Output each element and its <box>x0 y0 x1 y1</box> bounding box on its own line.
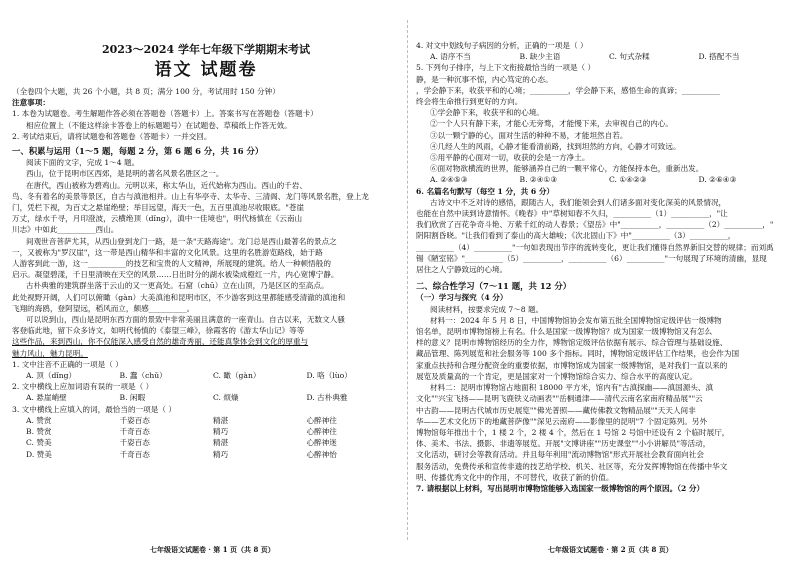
option-row <box>26 415 400 426</box>
question-1: 1. 文中注音不正确的一项是（ ） <box>12 359 123 369</box>
question-2-options <box>12 392 400 403</box>
material-line: 文化活动，研讨会等教育活动。并且每年利用"流动博物馆"形式开展社会教育面向社会 <box>416 450 704 460</box>
option: A. 悬崖峭壁 <box>26 393 67 403</box>
page-footer-2: 七年级语文试题卷 · 第 2 页（共 8 页） <box>548 545 673 554</box>
passage-line: 川志》中如此__________西山。 <box>12 225 119 235</box>
question-5-options <box>416 174 788 185</box>
passage-line: 间观世音菩萨尤其，从西山登到龙门一路，是一条"天路海途"。龙门总是西山最著名的景点之 <box>26 236 337 246</box>
passage-line: 西山，位于昆明市区西郊，是昆明的著名风景名胜区之一。 <box>26 169 224 179</box>
question-3-options <box>12 415 400 460</box>
material-line: 中古韵——昆明古代城市历史展览""佛光普照——藏传佛教文物精品展""天天人间非 <box>416 405 696 415</box>
passage-line: 飞翔的海鸥，登阿望远，稻风而立，颇感__________。 <box>12 303 195 313</box>
option: B. 蠢（chǔ） <box>119 371 167 381</box>
paper-title: 语文 试题卷 <box>154 60 258 80</box>
q5-line: 终会将生命推行到更好的方向。 <box>416 97 523 107</box>
option-cell: 心醉神往 <box>306 427 337 437</box>
material-line: 华——艺术文化历下的地藏菩萨像""深见云南府——影像里的昆明"7 个固定陈列。另外 <box>416 416 708 426</box>
q5-line: ⑤用平静的心面对一切，收获的会是一方净土。 <box>430 153 590 163</box>
option: C. 句式杂糅 <box>609 52 650 62</box>
question-1-options <box>12 370 400 381</box>
question-5-body <box>416 74 788 175</box>
option: A. 顶（dǐng） <box>26 371 77 381</box>
option: D. 咯（lùo） <box>306 371 352 381</box>
material-line: 家重点扶持和合理分配资金的重要依据，市博物馆成为国家一级博物馆，是对我们一直以来的 <box>416 360 728 370</box>
q5-line: ，学会静下来，收获平和的心境；__________，学会静下来，感悟生命的真谛；__________ <box>416 85 720 95</box>
page-footer-1: 七年级语文试题卷 · 第 1 页（共 8 页） <box>150 545 275 554</box>
option-cell: 千姿百态 <box>119 415 150 425</box>
question-4-options <box>416 51 788 62</box>
option-row <box>26 449 400 460</box>
section-1-heading: 一、积累与运用（1～5 题，每题 2 分，第 6 题 6 分，共 16 分） <box>12 146 264 157</box>
q5-line: ①学会静下来，收获平和的心境。 <box>430 108 544 118</box>
q6-line: 锡《陋室铭》"__________（5）__________，__________（6）__________"一句展现了环境的清幽，显现 <box>416 253 767 263</box>
option: C. 瞰（gàn） <box>213 371 261 381</box>
material-line: 体、美术、书法、摄影、非遗等展览。开展"文博讲座""历史课堂""小小讲解员"等活动， <box>416 439 711 449</box>
q5-line: 静，是一种沉事不惊，内心笃定的心态。 <box>416 74 553 84</box>
option-cell: 精巧 <box>213 427 229 437</box>
q6-line: 我们欣赏了百花争奇斗艳、万紫千红的动人春景；《望岳》中"__________，__________（2）__________，" <box>416 220 774 230</box>
right-page <box>416 6 788 494</box>
material-line: 博物馆每年推出十个，1 楼 2 个，2 楼 4 个，然后在 1 号馆 2 号馆中还设有 2 个临时展厅， <box>416 427 730 437</box>
option-cell: 心醉神迷 <box>306 438 337 448</box>
exam-intro: （全卷四个大题，共 26 个小题，共 8 页；满分 100 分，考试用时 150 分钟） <box>12 87 280 96</box>
passage-line: 门，凭栏下视，为百丈之悬崖绝壁；举目远望，海天一色，五百里滇池尽收眼底。"苍崖 <box>12 203 305 213</box>
passage-line: 可以说到山，西山是昆明东西方面的景致中非常美丽且满意的一座青山。自古以来，无数文人骚 <box>26 315 345 325</box>
q6-line: 古诗文中不乏对诗的感悟，跟随古人，我们能领会到人们诸多面对变化深美的风景情况， <box>430 197 727 207</box>
option: A. 语序不当 <box>430 52 471 62</box>
passage-line: 鸟、冬有着名的美景等景区，自古与滇池相并。山上有华亭寺、太华寺、三清阁、龙门等风景名胜，登上龙 <box>12 191 369 201</box>
passage-line: 此处视野开阔，人们可以俯瞰（gàn）大美滇池和昆明市区，不少游客到这里都能感受清澈的滇池和 <box>12 292 346 302</box>
q6-line: 居住之人宁静致远的心境。 <box>416 265 508 275</box>
material-line: 馆名单，昆明市博物馆榜上有名。什么是国家一级博物馆？成为国家一级博物馆又有怎么 <box>416 327 713 337</box>
column-divider <box>407 20 408 540</box>
question-4: 4. 对文中划线句子病因的分析，正确的一项是（ ） <box>416 41 588 50</box>
option-cell: 心醉神怡 <box>306 449 337 459</box>
option-cell: B. 赞赏 <box>26 427 52 437</box>
question-6: 6. 名篇名句默写（每空 1 分，共 6 分） <box>416 186 555 196</box>
underlined-sentence: 魅力风山，魅力昆明。 <box>12 348 88 358</box>
passage-line: 人游客到此一游，这一__________的技艺和宝贵的人文精神，所展现的建筑。给人一种顿悟般的 <box>12 259 331 269</box>
passage-line: 在唐代，西山被称为碧鸡山。元明以来，称太华山，近代始称为西山。西山的千岩、 <box>26 180 307 190</box>
passage-line: 古朴典雅的建筑群坐落于云山的又一更高处。石窟（chū）立在山顶，乃是区区的至高点。 <box>26 281 329 291</box>
notes-heading: 注意事项： <box>12 98 50 108</box>
q5-line: ⑥面对物欲横流的世界，能够涵养自己的一颗平常心，方能保持本色，重新出发。 <box>430 164 704 174</box>
option-cell: 精巧 <box>213 449 229 459</box>
passage-line: 万丈，绿水千寻，月印澄波，云横绝顶（dǐng），滇中一佳境也"，明代杨慎在《云南山 <box>12 214 303 224</box>
option: C. 烦燥 <box>213 393 239 403</box>
option-cell: 千姿百态 <box>119 438 150 448</box>
option: D. 搭配不当 <box>698 52 740 62</box>
reading-intro: 阅读下面的文字，完成 1～4 题。 <box>26 158 140 168</box>
left-page <box>12 6 400 460</box>
option: B. 闲暇 <box>119 393 146 403</box>
question-6-body <box>416 197 788 275</box>
option-cell: 千奇百态 <box>119 427 150 437</box>
option-row <box>26 426 400 437</box>
materials <box>416 315 788 483</box>
question-5: 5. 下列句子排序，与上下文衔接最恰当的一项是（ ） <box>416 63 596 73</box>
material-line: 材料二：昆明市博物馆占地面积 18000 平方米，馆内有"古滇探幽——滇国源头、滇 <box>430 383 714 393</box>
passage-line: 启示。凝望碧漾，千日里清映在天空的风景……日出时分的湖水被染成橙红一片，内心宽博宁静。 <box>12 270 339 280</box>
question-7: 7. 请根据以上材料，写出昆明市博物馆能够入选国家一级博物馆的两个原因。（2 分） <box>416 483 705 493</box>
note-1a: 1. 本卷为试题卷。考生解题作答必须在答题卷（答题卡）上。答案书写在答题卷（答题卡） <box>12 109 318 119</box>
question-2: 2. 文中横线上应加词语有误的一项是（ ） <box>12 382 154 392</box>
option-cell: C. 赞美 <box>26 438 52 448</box>
q5-line: ③以一颗宁静的心，面对生活的种种不易，才能坦然自若。 <box>430 130 628 140</box>
option-cell: D. 赞美 <box>26 449 52 459</box>
option: A. ②④⑤③ <box>430 175 468 185</box>
q6-line: __________（4）__________"一句如表现出节序的流转变化，更让我们懂得自然界新旧交替的规律；而刘禹 <box>416 242 774 252</box>
option: D. 古朴典雅 <box>306 393 348 403</box>
passage-line: 客登临此地，留下众多诗文，如明代杨慎的《泰望三峰》，徐霞客的《游太华山记》等等 <box>12 326 305 336</box>
material-line: 材料一：2024 年 5 月 8 日，中国博物馆协会发布第五批全国博物馆定级评估一级博物 <box>430 315 722 325</box>
passage <box>12 168 400 358</box>
material-line: 藏品管理、陈列展览和社会服务等 100 多个指标。同时，博物馆定级评估工作结果，也会作为国 <box>416 349 740 359</box>
note-1b: 相应位置上（不能这样涂卡答卷上的标题题号）在试题卷、草稿纸上作答无效。 <box>26 120 292 130</box>
option-cell: 精湛 <box>213 415 229 425</box>
option: B. ②④①③ <box>519 175 558 185</box>
q5-line: ②一个人只有静下来，才能心无旁骛，才能慢下来，去审视自己的内心。 <box>430 119 673 129</box>
option: D. ②⑥④③ <box>698 175 737 185</box>
option-row <box>26 437 400 448</box>
option-cell: 千奇百态 <box>119 449 150 459</box>
subsection-1-heading: （一）学习与探究（4 分） <box>416 293 508 303</box>
q6-line: 阴阳割昏晓。"让我们看到了泰山的高大雄峻；《次北固山下》中"__________（3）__________， <box>416 231 736 241</box>
q6-line: 也能在自然中读到诗意情怀。《晚春》中"草树知春不久归，__________（1）__________，"让 <box>416 209 728 219</box>
option-cell: 心醉神往 <box>306 415 337 425</box>
reading-intro-2: 阅读材料，按要求完成 7～8 题。 <box>430 304 544 314</box>
section-2-heading: 二、综合性学习（7～11 题，共 12 分） <box>416 281 572 292</box>
option: C. ①④②③ <box>609 175 647 185</box>
note-2: 2. 考试结束后，请将试题卷和答题卷（答题卡）一并交回。 <box>12 131 212 141</box>
material-line: 文化""兴宝飞扬——昆明飞鹿铁义动画表""岳桐通津——清代云南名家南府精品展""云 <box>416 394 703 404</box>
exam-title: 2023～2024 学年七年级下学期期末考试 <box>101 43 311 56</box>
material-line: 样的意义？昆明市博物馆经历的全力作，博物馆定级评估依据有展示、综合管理与基础设施、 <box>416 338 728 348</box>
material-line: 服务活动，免费传承和宣传非遗的技艺给学校、机关、社区等，充分发挥博物馆在传播中华文 <box>416 461 728 471</box>
option: B. 缺少主语 <box>519 52 561 62</box>
q5-line: ④几经人生的风雨，心静才能看清前路，找到坦然的方向，心静才可致远。 <box>430 141 681 151</box>
question-3: 3. 文中横线上应填入的词，最恰当的一项是（ ） <box>12 404 176 414</box>
material-line: 展览及质量高的一个肯定，更是国家对一个博物馆综合实力、综合水平的高度认定。 <box>416 371 697 381</box>
material-line: 明、传播优秀文化中的作用，不可替代，收获了新的价值。 <box>416 472 614 482</box>
option-cell: 精湛 <box>213 438 229 448</box>
underlined-sentence: 这些作品，来到西山，你不仅能深入感受自然的雄奇秀丽，还能真挚体会到文化的厚重与 <box>12 337 309 347</box>
option-cell: A. 赞赏 <box>26 415 52 425</box>
passage-line: 一，又被称为"罗汉崖"，这一带是西山精华和丰富的文化风景。这里的名胜游览路线，始于路 <box>12 247 323 257</box>
